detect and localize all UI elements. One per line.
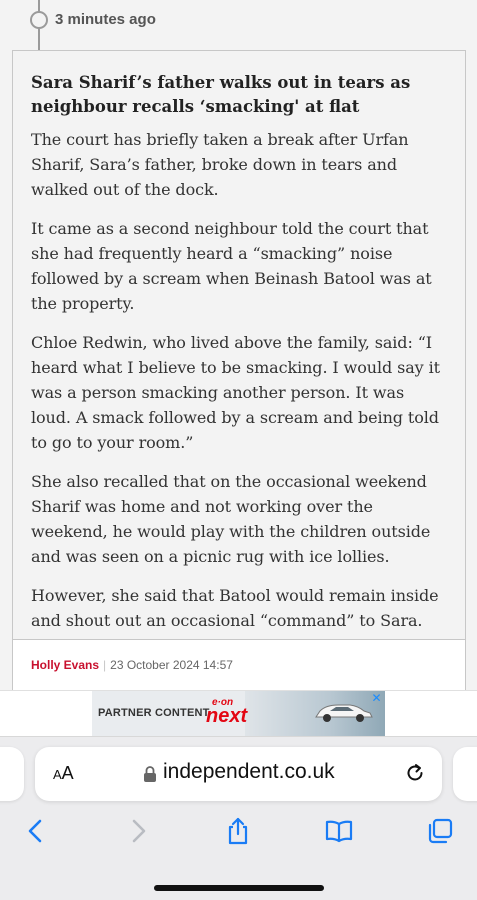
post-paragraph: However, she said that Batool would remain inside and shout out an occasional “command” to Sara.: [31, 586, 439, 630]
ad-label: PARTNER CONTENT: [98, 707, 210, 719]
author-link[interactable]: Holly Evans: [31, 658, 100, 672]
post-date: 23 October 2024 14:57: [110, 658, 233, 672]
post-timestamp: 3 minutes ago: [55, 11, 156, 28]
back-icon[interactable]: [22, 817, 50, 845]
forward-icon: [124, 817, 152, 845]
timeline-dot: [30, 11, 48, 29]
next-tab-peek[interactable]: [453, 747, 477, 801]
post-paragraph: It came as a second neighbour told the court that she had frequently heard a “smacking” noise followed by a scream when Beinash Batool was at the property.: [31, 219, 432, 313]
ad-close-icon[interactable]: ✕: [371, 691, 382, 705]
post-paragraph: Chloe Redwin, who lived above the family, said: “I heard what I believe to be smacking. I would say it was a person smacking another person. It was loud. A smack followed by a scream and being told to go to your room.”: [31, 333, 440, 452]
reload-icon[interactable]: [404, 762, 426, 784]
lock-icon: [143, 765, 157, 783]
post-headline: Sara Sharif’s father walks out in tears as neighbour recalls ‘smacking' at flat: [31, 73, 411, 116]
byline-section: [12, 640, 466, 690]
ad-banner[interactable]: [92, 691, 385, 737]
post-paragraph: She also recalled that on the occasional weekend Sharif was home and not working over the weekend, he would play with the children outside and was seen on a picnic rug with ice lollies.: [31, 472, 431, 566]
car-icon: [312, 701, 374, 723]
browser-chrome: [0, 736, 477, 900]
live-blog-post: [12, 50, 466, 640]
previous-tab-peek[interactable]: [0, 747, 24, 801]
reader-settings-button[interactable]: AA: [53, 763, 74, 783]
byline: [31, 658, 233, 672]
share-icon[interactable]: [224, 817, 252, 845]
url-domain[interactable]: independent.co.uk: [163, 760, 335, 783]
post-paragraph: The court has briefly taken a break after Urfan Sharif, Sara’s father, broke down in tears and walked out of the dock.: [31, 130, 409, 199]
address-bar[interactable]: [35, 747, 442, 801]
tabs-icon[interactable]: [426, 817, 454, 845]
home-indicator[interactable]: [154, 885, 324, 891]
ad-brand-top: e·on: [212, 697, 234, 708]
byline-separator: |: [103, 658, 107, 672]
ad-brand: next: [206, 705, 248, 727]
bookmarks-icon[interactable]: [325, 817, 353, 845]
ad-strip: [0, 690, 477, 736]
